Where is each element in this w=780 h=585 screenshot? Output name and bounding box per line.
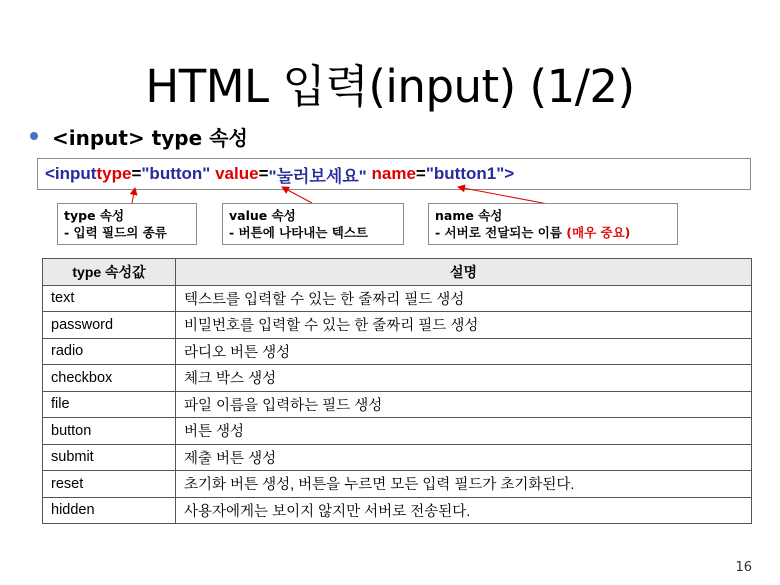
- label-type-title: type 속성: [64, 208, 125, 223]
- table-row: [43, 497, 752, 524]
- cell-type: checkbox: [43, 365, 176, 392]
- header-description: 설명: [176, 259, 752, 286]
- table-header-row: [43, 259, 752, 286]
- table-row: [43, 418, 752, 445]
- label-name-emphasis: (매우 중요): [566, 225, 631, 240]
- label-value-title: value 속성: [229, 208, 296, 223]
- label-type: [57, 203, 197, 245]
- cell-desc: 비밀번호를 입력할 수 있는 한 줄짜리 필드 생성: [176, 312, 752, 339]
- table-row: [43, 444, 752, 471]
- bullet-text: <input> type 속성: [52, 125, 248, 150]
- cell-desc: 체크 박스 생성: [176, 365, 752, 392]
- table-row: [43, 471, 752, 498]
- cell-type: radio: [43, 338, 176, 365]
- code-eq: =: [415, 164, 426, 183]
- code-type-attr: type: [96, 164, 132, 183]
- table-row: [43, 285, 752, 312]
- type-values-table: [42, 258, 752, 524]
- cell-type: password: [43, 312, 176, 339]
- label-name-title: name 속성: [435, 208, 503, 223]
- label-value: [222, 203, 404, 245]
- label-name: [428, 203, 678, 245]
- cell-type: submit: [43, 444, 176, 471]
- cell-type: text: [43, 285, 176, 312]
- cell-type: hidden: [43, 497, 176, 524]
- table-row: [43, 365, 752, 392]
- cell-type: button: [43, 418, 176, 445]
- cell-type: reset: [43, 471, 176, 498]
- cell-desc: 사용자에게는 보이지 않지만 서버로 전송된다.: [176, 497, 752, 524]
- cell-type: file: [43, 391, 176, 418]
- code-eq: =: [258, 164, 269, 183]
- code-value-attr: value: [215, 164, 259, 183]
- slide-title: HTML 입력(input) (1/2): [145, 60, 635, 113]
- arrow-type: [132, 188, 135, 203]
- header-type-value: type 속성값: [43, 259, 176, 286]
- bullet-point: [30, 122, 248, 150]
- code-name-value: "button1": [425, 164, 505, 183]
- table-row: [43, 312, 752, 339]
- table-row: [43, 338, 752, 365]
- code-value-value: "눌러보세요": [268, 166, 367, 186]
- code-open-tag: <input: [45, 164, 97, 183]
- label-type-desc: - 입력 필드의 종류: [64, 225, 167, 240]
- label-name-desc: - 서버로 전달되는 이름: [435, 225, 567, 240]
- label-name-desc-line: [435, 224, 671, 241]
- cell-desc: 파일 이름을 입력하는 필드 생성: [176, 391, 752, 418]
- page-number: 16: [735, 560, 752, 575]
- code-close-tag: >: [504, 164, 515, 183]
- code-example: [37, 158, 751, 190]
- cell-desc: 제출 버튼 생성: [176, 444, 752, 471]
- cell-desc: 텍스트를 입력할 수 있는 한 줄짜리 필드 생성: [176, 285, 752, 312]
- code-name-attr: name: [371, 164, 416, 183]
- code-type-value: "button": [141, 164, 211, 183]
- cell-desc: 라디오 버튼 생성: [176, 338, 752, 365]
- bullet-dot-icon: [30, 132, 38, 140]
- cell-desc: 버튼 생성: [176, 418, 752, 445]
- table-row: [43, 391, 752, 418]
- cell-desc: 초기화 버튼 생성, 버튼을 누르면 모든 입력 필드가 초기화된다.: [176, 471, 752, 498]
- label-value-desc: - 버튼에 나타내는 텍스트: [229, 225, 368, 240]
- code-eq: =: [131, 164, 142, 183]
